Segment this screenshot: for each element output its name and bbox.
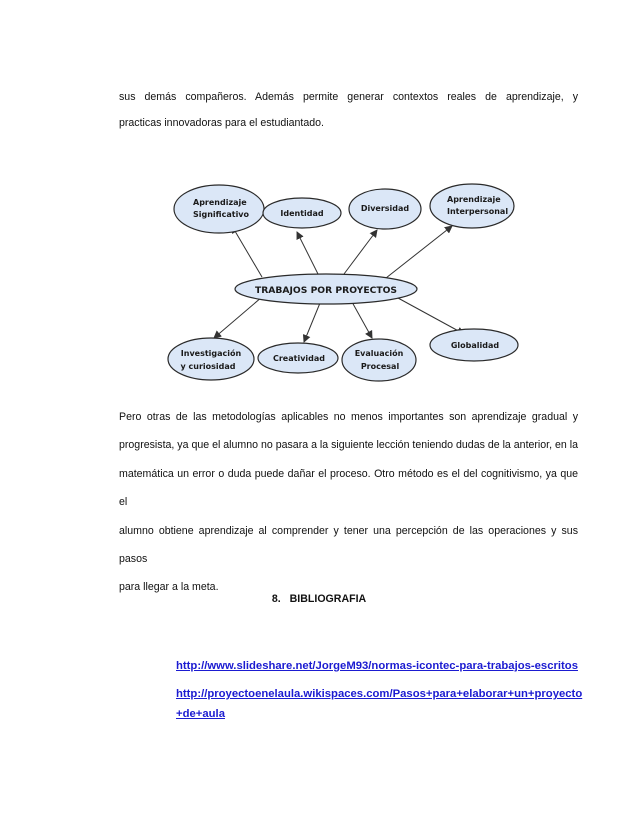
node-identidad-label: Identidad [280,209,324,218]
arrow-to-evaluacion [352,302,372,338]
node-center-label: TRABAJOS POR PROYECTOS [254,285,398,296]
paragraph-methodologies-line-4: alumno obtiene aprendizaje al comprender y tener una percepción de las operaciones y sus pasos [119,524,578,566]
bibliography-links [176,656,596,724]
paragraph-methodologies-line-3: matemática un error o duda puede dañar el proceso. Otro método es el del cognitivismo, ya que el [119,467,578,509]
arrow-to-globalidad [398,298,464,334]
paragraph-methodologies-line-1: Pero otras de las metodologías aplicables no menos importantes son aprendizaje gradual y [119,411,578,423]
bibliography-link-proyectoenelaula[interactable] [176,684,596,724]
node-globalidad-label: Globalidad [450,341,500,350]
node-evaluacion-line-1: Evaluación [354,349,404,358]
node-creatividad [258,343,338,373]
arrow-to-investigacion [214,297,262,338]
bibliography-link-proyectoenelaula-line-1: http://proyectoenelaula.wikispaces.com/Pasos+para+elaborar+un+proyecto [176,688,583,700]
arrow-to-aprendizaje-interpersonal [386,226,452,278]
node-globalidad [430,329,518,361]
node-evaluacion-procesal [342,339,416,381]
node-diversidad [349,189,421,229]
node-evaluacion-line-2: Procesal [360,362,400,371]
arrow-to-aprendizaje-significativo [232,226,262,277]
node-identidad [263,198,341,228]
arrow-to-diversidad [344,230,377,274]
arrow-to-identidad [297,232,318,274]
paragraph-methodologies-line-5: para llegar a la meta. [119,581,219,594]
paragraph-methodologies [119,403,578,602]
bibliography-link-proyectoenelaula-line-2: +de+aula [176,708,225,720]
section-heading-bibliografia [0,593,638,605]
bibliography-link-slideshare[interactable]: http://www.slideshare.net/JorgeM93/normas-icontec-para-trabajos-escritos [176,660,578,672]
node-investigacion-curiosidad [168,338,254,380]
paragraph-intro-line-2: practicas innovadoras para el estudiantado. [119,117,324,129]
node-aprendizaje-significativo [174,185,264,233]
node-aprendizaje-significativo-line-2: Significativo [193,210,250,219]
node-aprendizaje-interpersonal-line-2: Interpersonal [447,207,509,216]
paragraph-intro-line-1: sus demás compañeros. Además permite generar contextos reales de aprendizaje, y [119,91,578,103]
section-number: 8. [271,593,281,605]
node-center-trabajos-por-proyectos [235,274,417,304]
node-diversidad-label: Diversidad [360,204,410,213]
node-aprendizaje-interpersonal [430,184,514,228]
node-aprendizaje-interpersonal-line-1: Aprendizaje [447,195,501,204]
paragraph-methodologies-line-2: progresista, ya que el alumno no pasara a la siguiente lección teniendo dudas de la anterior, en la [119,439,578,452]
node-aprendizaje-significativo-line-1: Aprendizaje [193,198,247,207]
node-investigacion-line-2: y curiosidad [180,362,236,371]
node-creatividad-label: Creatividad [272,354,326,363]
section-title: BIBLIOGRAFIA [289,593,367,605]
arrow-to-creatividad [304,303,320,342]
node-investigacion-line-1: Investigación [180,349,242,358]
